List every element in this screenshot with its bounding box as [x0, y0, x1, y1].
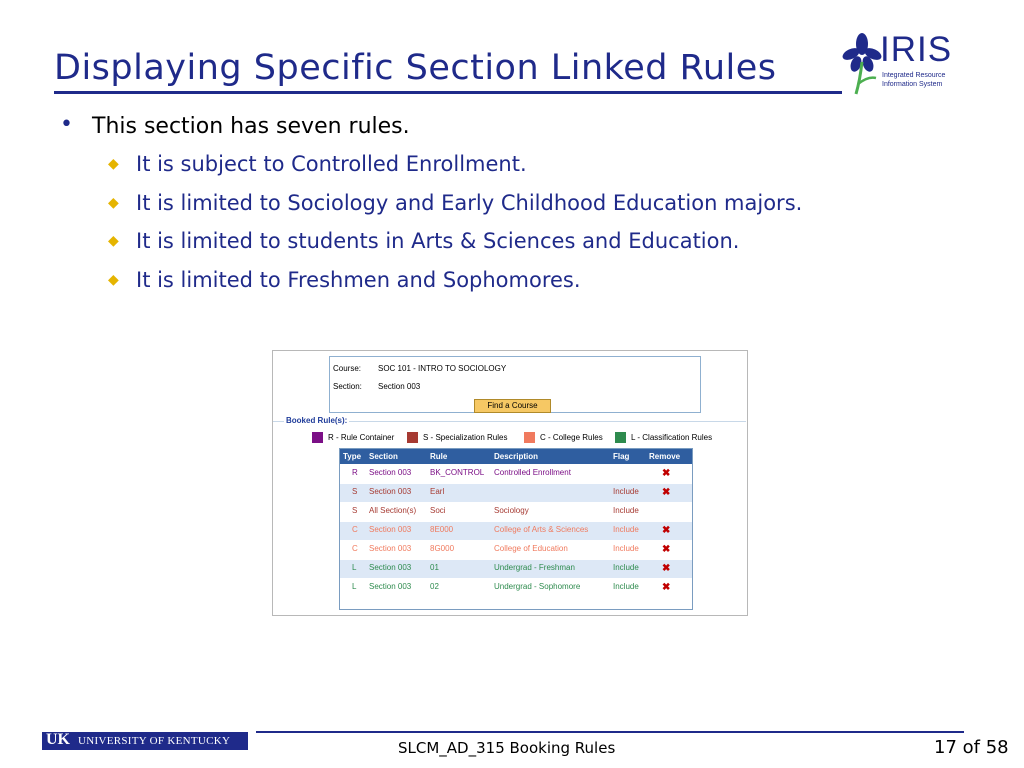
table-row [340, 560, 692, 578]
diamond-icon: ◆ [108, 156, 119, 172]
subbullet-text: It is limited to students in Arts & Sciences and Education. [136, 229, 740, 253]
remove-icon[interactable]: ✖ [662, 582, 671, 593]
cell-type: L [352, 582, 357, 591]
cell-flag: Include [613, 487, 639, 496]
page-number: 17 of 58 [934, 737, 1009, 758]
table-row [340, 522, 692, 540]
cell-section: Section 003 [369, 468, 412, 477]
bullet-dot-icon: • [60, 112, 73, 137]
remove-icon[interactable]: ✖ [662, 487, 671, 498]
cell-type: R [352, 468, 358, 477]
cell-flag: Include [613, 525, 639, 534]
legend-text: C - College Rules [540, 433, 603, 442]
header-flag: Flag [613, 452, 630, 461]
section-value: Section 003 [378, 382, 421, 391]
cell-rule: Earl [430, 487, 445, 496]
legend-swatch-s [407, 432, 418, 443]
cell-rule: BK_CONTROL [430, 468, 485, 477]
uk-logo-text: UNIVERSITY OF KENTUCKY [78, 735, 231, 747]
cell-rule: Soci [430, 506, 446, 515]
logo-line2: Information System [882, 81, 943, 88]
cell-section: Section 003 [369, 487, 412, 496]
subbullet-text: It is limited to Sociology and Early Childhood Education majors. [136, 191, 803, 215]
header-rule: Rule [430, 452, 448, 461]
cell-type: L [352, 563, 357, 572]
cell-type: S [352, 506, 358, 515]
cell-description: Controlled Enrollment [494, 468, 571, 477]
table-header [340, 449, 692, 464]
footer-rule [256, 731, 964, 733]
remove-icon[interactable]: ✖ [662, 544, 671, 555]
cell-type: C [352, 544, 358, 553]
logo-name: IRIS [880, 30, 953, 69]
title-underline [54, 91, 842, 94]
legend-swatch-l [615, 432, 626, 443]
course-info-box [329, 356, 701, 413]
flower-icon [842, 32, 882, 96]
slide-title: Displaying Specific Section Linked Rules [54, 48, 777, 88]
subbullet-text: It is subject to Controlled Enrollment. [136, 152, 527, 176]
cell-description: College of Education [494, 544, 568, 553]
legend-swatch-c [524, 432, 535, 443]
main-bullet: This section has seven rules. [92, 114, 410, 139]
logo-line1: Integrated Resource [882, 72, 946, 79]
iris-logo [842, 30, 972, 100]
cell-section: Section 003 [369, 582, 412, 591]
table-row [340, 579, 692, 597]
cell-section: All Section(s) [369, 506, 417, 515]
footer-title: SLCM_AD_315 Booking Rules [398, 739, 616, 757]
cell-description: Undergrad - Freshman [494, 563, 575, 572]
uk-logo-mark: UK [46, 731, 70, 748]
table-row [340, 465, 692, 483]
legend-text: L - Classification Rules [631, 433, 713, 442]
booked-rules-label: Booked Rule(s): [286, 416, 348, 425]
diamond-icon: ◆ [108, 272, 119, 288]
legend-text: S - Specialization Rules [423, 433, 508, 442]
section-label: Section: [333, 382, 362, 391]
cell-type: C [352, 525, 358, 534]
header-section: Section [369, 452, 398, 461]
cell-flag: Include [613, 582, 639, 591]
cell-section: Section 003 [369, 525, 412, 534]
header-remove: Remove [649, 452, 681, 461]
table-row [340, 484, 692, 502]
legend-swatch-r [312, 432, 323, 443]
cell-description: College of Arts & Sciences [494, 525, 589, 534]
find-course-button[interactable]: Find a Course [474, 399, 551, 413]
course-label: Course: [333, 364, 362, 373]
cell-description: Undergrad - Sophomore [494, 582, 581, 591]
remove-icon[interactable]: ✖ [662, 525, 671, 536]
cell-description: Sociology [494, 506, 529, 515]
uk-logo [42, 732, 248, 750]
table-row [340, 503, 692, 521]
legend-text: R - Rule Container [328, 433, 395, 442]
cell-rule: 02 [430, 582, 439, 591]
header-description: Description [494, 452, 539, 461]
cell-type: S [352, 487, 358, 496]
table-row [340, 541, 692, 559]
booking-rules-screenshot [272, 350, 748, 616]
remove-icon[interactable]: ✖ [662, 563, 671, 574]
cell-flag: Include [613, 563, 639, 572]
header-type: Type [343, 452, 362, 461]
cell-section: Section 003 [369, 563, 412, 572]
subbullet-text: It is limited to Freshmen and Sophomores. [136, 268, 581, 292]
diamond-icon: ◆ [108, 233, 119, 249]
diamond-icon: ◆ [108, 195, 119, 211]
cell-rule: 8G000 [430, 544, 455, 553]
remove-icon[interactable]: ✖ [662, 468, 671, 479]
rules-table [339, 448, 693, 610]
cell-flag: Include [613, 544, 639, 553]
cell-flag: Include [613, 506, 639, 515]
cell-section: Section 003 [369, 544, 412, 553]
cell-rule: 8E000 [430, 525, 454, 534]
cell-rule: 01 [430, 563, 439, 572]
course-value: SOC 101 - INTRO TO SOCIOLOGY [378, 364, 507, 373]
